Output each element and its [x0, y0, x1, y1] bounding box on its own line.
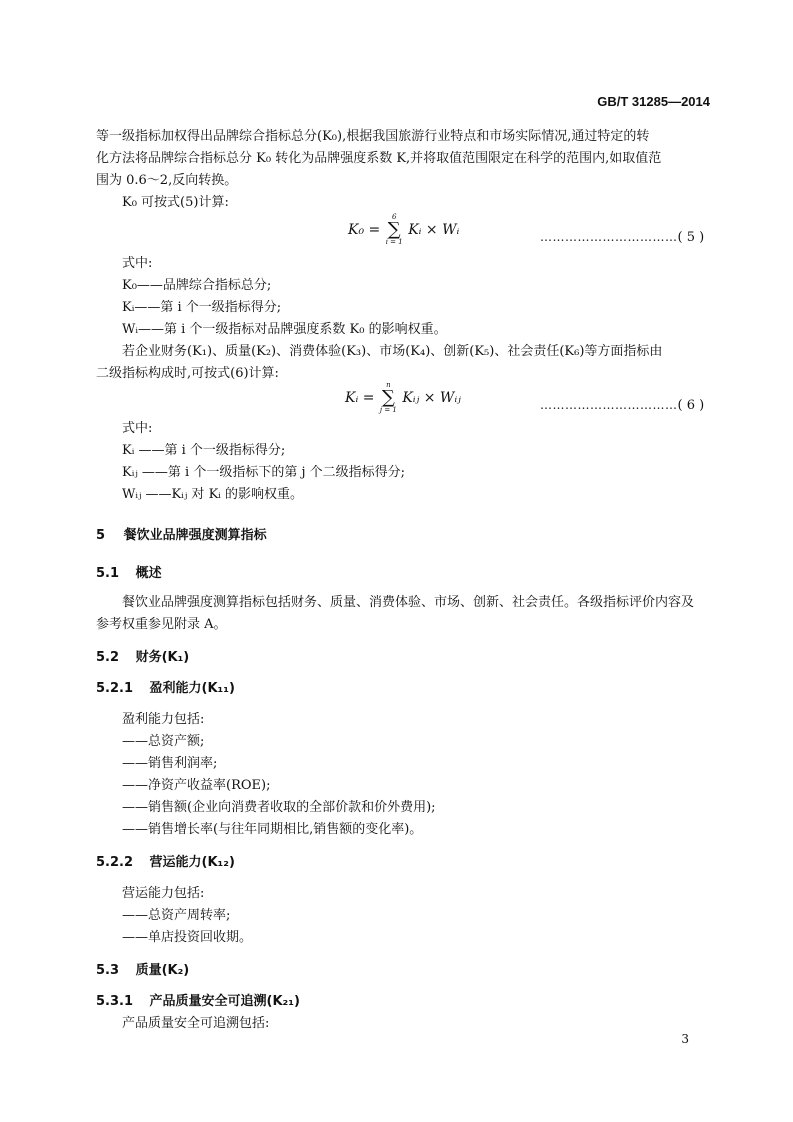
- formula-5-number: ( 5 ): [677, 230, 705, 245]
- list-item: ——销售增长率(与往年同期相比,销售额的变化率)。: [122, 822, 423, 837]
- where-2-item: Kᵢ ——第 i 个一级指标得分;: [122, 443, 286, 458]
- formula-6-dots: ……………………………: [540, 398, 678, 412]
- section-title: 餐饮业品牌强度测算指标: [123, 528, 267, 543]
- where-2-item: Kᵢⱼ ——第 i 个一级指标下的第 j 个二级指标得分;: [122, 465, 405, 480]
- section-title: 概述: [135, 566, 162, 581]
- list-item: ——销售额(企业向消费者收取的全部价款和价外费用);: [122, 800, 436, 815]
- list-item: ——总资产周转率;: [122, 908, 231, 923]
- section-number: 5.2: [96, 650, 120, 665]
- section-title: 财务(K₁): [135, 650, 190, 665]
- section-title: 营运能力(K₁₂): [149, 855, 235, 870]
- formula-6-upper: n: [386, 381, 391, 389]
- page-number: 3: [681, 1032, 689, 1046]
- where-1-title: 式中:: [122, 256, 153, 271]
- section-number: 5.3.1: [96, 994, 134, 1009]
- section-title: 盈利能力(K₁₁): [149, 681, 235, 696]
- section-5-3-1-intro: 产品质量安全可追溯包括:: [122, 1016, 270, 1031]
- formula-6-number: ( 6 ): [677, 398, 705, 413]
- section-5-2-1-heading: [96, 677, 235, 696]
- section-5-1-heading: [96, 562, 162, 581]
- para-2-line-1: 若企业财务(K₁)、质量(K₂)、消费体验(K₃)、市场(K₄)、创新(K₅)、社会责任(K₆)等方面指标由: [122, 344, 663, 359]
- section-title: 质量(K₂): [135, 963, 190, 978]
- section-5-2-1-intro: 盈利能力包括:: [122, 712, 205, 727]
- section-5-3-1-heading: [96, 990, 300, 1009]
- section-5-heading: [96, 524, 267, 543]
- para-2-line-2: 二级指标构成时,可按式(6)计算:: [96, 366, 279, 381]
- section-5-1-line-2: 参考权重参见附录 A。: [96, 617, 227, 632]
- formula-6-number-line: [540, 394, 704, 417]
- section-5-2-2-heading: [96, 851, 235, 870]
- summation-symbol: 6 ∑ i = 1: [385, 213, 403, 246]
- formula-5-number-line: [540, 226, 704, 249]
- intro-line-2: 化方法将品牌综合指标总分 K₀ 转化为品牌强度系数 K,并将取值范围限定在科学的范围内,如取值范: [96, 151, 662, 166]
- intro-line-3: 围为 0.6～2,反向转换。: [96, 173, 238, 188]
- formula-5-rhs: Kᵢ × Wᵢ: [408, 222, 460, 238]
- formula-6: [345, 382, 461, 414]
- formula-5-dots: ……………………………: [540, 230, 678, 244]
- where-2-title: 式中:: [122, 421, 153, 436]
- section-5-2-2-intro: 营运能力包括:: [122, 886, 205, 901]
- list-item: ——销售利润率;: [122, 756, 218, 771]
- summation-symbol: n ∑ j = 1: [379, 381, 397, 414]
- section-number: 5.2.2: [96, 855, 134, 870]
- where-1-item: Kᵢ——第 i 个一级指标得分;: [122, 300, 282, 315]
- section-5-2-heading: [96, 646, 189, 665]
- formula-6-lower: j = 1: [379, 406, 397, 414]
- section-5-3-heading: [96, 959, 189, 978]
- formula-5: [348, 214, 459, 246]
- list-item: ——单店投资回收期。: [122, 930, 253, 945]
- section-number: 5: [96, 528, 106, 543]
- intro-line-4: K₀ 可按式(5)计算:: [122, 195, 229, 210]
- formula-6-lhs: Kᵢ =: [345, 390, 375, 406]
- formula-5-lower: i = 1: [385, 238, 403, 246]
- formula-6-rhs: Kᵢⱼ × Wᵢⱼ: [402, 390, 461, 406]
- list-item: ——净资产收益率(ROE);: [122, 778, 271, 793]
- formula-5-upper: 6: [391, 213, 397, 221]
- intro-line-1: 等一级指标加权得出品牌综合指标总分(K₀),根据我国旅游行业特点和市场实际情况,通过特定的转: [96, 129, 650, 144]
- section-number: 5.2.1: [96, 681, 134, 696]
- list-item: ——总资产额;: [122, 734, 205, 749]
- where-1-item: Wᵢ——第 i 个一级指标对品牌强度系数 K₀ 的影响权重。: [122, 322, 447, 337]
- section-number: 5.1: [96, 566, 120, 581]
- standard-number: GB/T 31285—2014: [597, 94, 710, 109]
- where-2-item: Wᵢⱼ ——Kᵢⱼ 对 Kᵢ 的影响权重。: [122, 487, 304, 502]
- section-title: 产品质量安全可追溯(K₂₁): [149, 994, 300, 1009]
- section-5-1-line-1: 餐饮业品牌强度测算指标包括财务、质量、消费体验、市场、创新、社会责任。各级指标评价内容及: [122, 595, 695, 610]
- where-1-item: K₀——品牌综合指标总分;: [122, 278, 272, 293]
- section-number: 5.3: [96, 963, 120, 978]
- formula-5-lhs: K₀ =: [348, 222, 381, 238]
